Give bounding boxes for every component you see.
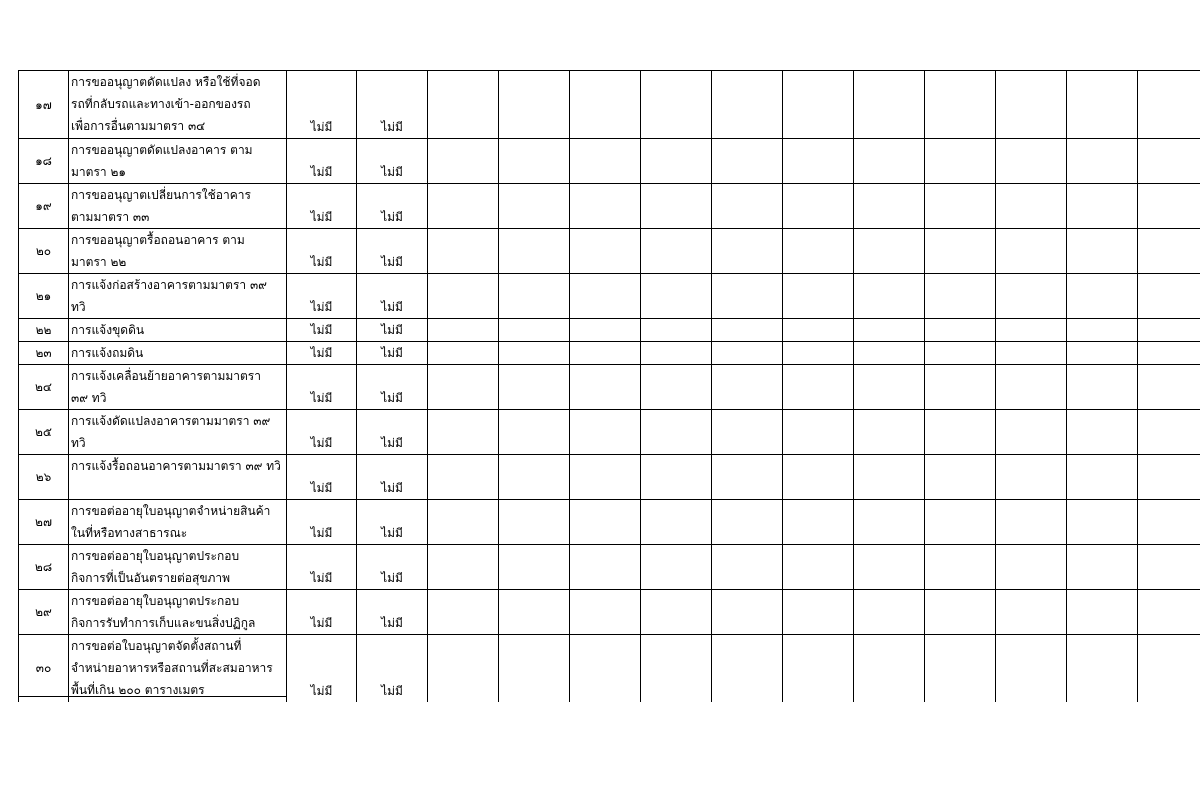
empty-cell [499,139,570,184]
empty-cell [712,635,783,702]
empty-cell [783,229,854,274]
empty-cell [641,342,712,365]
service-description: การแจ้งเคลื่อนย้ายอาคารตามมาตรา ๓๙ ทวิ [69,365,287,410]
empty-cell [1067,139,1138,184]
empty-cell [854,455,925,500]
empty-cell [925,342,996,365]
empty-cell [428,500,499,545]
empty-cell [428,139,499,184]
empty-cell [641,184,712,229]
empty-cell [783,342,854,365]
empty-cell [1138,342,1200,365]
value-cell-1: ไม่มี [287,590,357,635]
empty-cell [499,590,570,635]
service-description: การขออนุญาตดัดแปลง หรือใช้ที่จอด รถที่กลับรถและทางเข้า-ออกของรถ เพื่อการอื่นตามมาตรา ๓๔ [69,71,287,139]
empty-cell [925,635,996,702]
empty-cell [783,500,854,545]
value-cell-2: ไม่มี [357,590,428,635]
empty-cell [996,500,1067,545]
empty-cell [570,545,641,590]
value-cell-1: ไม่มี [287,410,357,455]
service-description: การแจ้งดัดแปลงอาคารตามมาตรา ๓๙ ทวิ [69,410,287,455]
empty-cell [570,229,641,274]
empty-cell [641,139,712,184]
row-number: ๒๐ [19,229,69,274]
empty-cell [996,455,1067,500]
empty-cell [712,139,783,184]
empty-cell [712,500,783,545]
value-cell-1: ไม่มี [287,500,357,545]
row-number: ๑๘ [19,139,69,184]
value-cell-1: ไม่มี [287,274,357,319]
empty-cell [712,410,783,455]
empty-cell [996,545,1067,590]
empty-cell [1067,229,1138,274]
empty-cell [499,500,570,545]
service-description: การขอต่ออายุใบอนุญาตประกอบ กิจการที่เป็นอันตรายต่อสุขภาพ [69,545,287,590]
empty-cell [499,184,570,229]
empty-cell [1138,410,1200,455]
service-description: การขออนุญาตรื้อถอนอาคาร ตาม มาตรา ๒๒ [69,229,287,274]
empty-cell [712,545,783,590]
service-description: การแจ้งขุดดิน [69,319,287,342]
table-row [19,229,1200,274]
empty-cell [428,410,499,455]
empty-cell [1067,590,1138,635]
value-cell-2: ไม่มี [357,139,428,184]
empty-cell [712,274,783,319]
empty-cell [854,590,925,635]
table-body [19,71,1200,702]
empty-cell [1138,139,1200,184]
empty-cell [499,365,570,410]
empty-cell [854,139,925,184]
empty-cell [641,365,712,410]
empty-cell [925,274,996,319]
value-cell-1: ไม่มี [287,635,357,702]
value-cell-2: ไม่มี [357,545,428,590]
empty-cell [1138,71,1200,139]
empty-cell [428,342,499,365]
empty-cell [854,274,925,319]
empty-cell [854,342,925,365]
row-number: ๒๑ [19,274,69,319]
empty-cell [783,319,854,342]
service-description: การขออนุญาตดัดแปลงอาคาร ตาม มาตรา ๒๑ [69,139,287,184]
value-cell-1: ไม่มี [287,365,357,410]
empty-cell [428,455,499,500]
empty-cell [499,342,570,365]
empty-cell [854,71,925,139]
empty-cell [783,274,854,319]
empty-cell [428,319,499,342]
empty-cell [783,184,854,229]
table-row [19,545,1200,590]
empty-cell [1067,274,1138,319]
empty-cell [996,71,1067,139]
empty-cell [570,274,641,319]
empty-cell [428,590,499,635]
table-row [19,410,1200,455]
empty-cell [570,319,641,342]
empty-cell [499,545,570,590]
empty-cell [1067,319,1138,342]
empty-cell [712,342,783,365]
table-row [19,635,1200,702]
empty-cell [996,184,1067,229]
table-row [19,455,1200,500]
empty-cell [499,71,570,139]
empty-cell [570,71,641,139]
empty-cell [712,590,783,635]
empty-cell [499,455,570,500]
empty-cell [1138,500,1200,545]
value-cell-2: ไม่มี [357,410,428,455]
empty-cell [641,410,712,455]
service-description: การแจ้งก่อสร้างอาคารตามมาตรา ๓๙ ทวิ [69,274,287,319]
table-row [19,274,1200,319]
empty-cell [712,455,783,500]
empty-cell [996,274,1067,319]
value-cell-2: ไม่มี [357,274,428,319]
service-description: การแจ้งถมดิน [69,342,287,365]
empty-cell [1138,455,1200,500]
empty-cell [1067,635,1138,702]
empty-cell [428,274,499,319]
empty-cell [925,590,996,635]
value-cell-2: ไม่มี [357,342,428,365]
empty-cell [1138,184,1200,229]
empty-cell [428,545,499,590]
empty-cell [996,139,1067,184]
empty-cell [1067,365,1138,410]
empty-cell [925,184,996,229]
value-cell-1: ไม่มี [287,229,357,274]
empty-cell [1138,635,1200,702]
service-description: การแจ้งรื้อถอนอาคารตามมาตรา ๓๙ ทวิ [69,455,287,500]
empty-cell [854,229,925,274]
empty-cell [783,410,854,455]
empty-cell [1138,229,1200,274]
table-row [19,319,1200,342]
empty-cell [996,365,1067,410]
empty-cell [996,342,1067,365]
empty-cell [925,139,996,184]
value-cell-1: ไม่มี [287,139,357,184]
empty-cell [570,410,641,455]
empty-cell [499,229,570,274]
empty-cell [641,229,712,274]
bottom-border-line [18,696,286,697]
empty-cell [996,590,1067,635]
empty-cell [1067,410,1138,455]
table-row [19,365,1200,410]
empty-cell [428,365,499,410]
empty-cell [996,229,1067,274]
empty-cell [1138,590,1200,635]
empty-cell [712,365,783,410]
empty-cell [712,229,783,274]
empty-cell [783,545,854,590]
value-cell-2: ไม่มี [357,319,428,342]
value-cell-2: ไม่มี [357,455,428,500]
value-cell-2: ไม่มี [357,500,428,545]
empty-cell [1067,184,1138,229]
empty-cell [925,319,996,342]
empty-cell [428,71,499,139]
value-cell-2: ไม่มี [357,71,428,139]
value-cell-2: ไม่มี [357,635,428,702]
empty-cell [854,500,925,545]
empty-cell [925,500,996,545]
empty-cell [499,319,570,342]
empty-cell [925,455,996,500]
empty-cell [570,365,641,410]
table-row [19,500,1200,545]
value-cell-2: ไม่มี [357,365,428,410]
table-row [19,71,1200,139]
empty-cell [428,635,499,702]
empty-cell [641,590,712,635]
empty-cell [854,635,925,702]
services-table [18,70,1200,702]
empty-cell [783,139,854,184]
value-cell-1: ไม่มี [287,545,357,590]
empty-cell [1067,455,1138,500]
table-row [19,184,1200,229]
empty-cell [641,319,712,342]
empty-cell [1067,545,1138,590]
empty-cell [925,71,996,139]
value-cell-2: ไม่มี [357,229,428,274]
empty-cell [428,229,499,274]
empty-cell [641,455,712,500]
row-number: ๒๔ [19,365,69,410]
empty-cell [499,635,570,702]
value-cell-2: ไม่มี [357,184,428,229]
empty-cell [996,635,1067,702]
empty-cell [570,342,641,365]
row-number: ๒๙ [19,590,69,635]
empty-cell [783,455,854,500]
empty-cell [854,319,925,342]
row-number: ๑๗ [19,71,69,139]
empty-cell [1067,71,1138,139]
empty-cell [570,635,641,702]
value-cell-1: ไม่มี [287,71,357,139]
service-description: การขอต่ออายุใบอนุญาตจำหน่ายสินค้า ในที่หรือทางสาธารณะ [69,500,287,545]
row-number: ๒๗ [19,500,69,545]
empty-cell [712,71,783,139]
empty-cell [854,545,925,590]
empty-cell [1067,500,1138,545]
empty-cell [712,184,783,229]
empty-cell [996,319,1067,342]
table-row [19,342,1200,365]
empty-cell [1138,319,1200,342]
empty-cell [854,184,925,229]
row-number: ๒๒ [19,319,69,342]
row-number: ๒๕ [19,410,69,455]
empty-cell [641,500,712,545]
service-description: การขอต่ออายุใบอนุญาตประกอบ กิจการรับทำการเก็บและขนสิ่งปฏิกูล [69,590,287,635]
empty-cell [783,635,854,702]
empty-cell [570,455,641,500]
empty-cell [570,500,641,545]
empty-cell [641,635,712,702]
value-cell-1: ไม่มี [287,319,357,342]
empty-cell [641,545,712,590]
value-cell-1: ไม่มี [287,455,357,500]
empty-cell [1138,545,1200,590]
service-description: การขออนุญาตเปลี่ยนการใช้อาคาร ตามมาตรา ๓๓ [69,184,287,229]
empty-cell [1067,342,1138,365]
empty-cell [783,365,854,410]
table-row [19,590,1200,635]
value-cell-1: ไม่มี [287,184,357,229]
empty-cell [854,410,925,455]
empty-cell [1138,274,1200,319]
empty-cell [641,71,712,139]
service-description: การขอต่อใบอนุญาตจัดตั้งสถานที่ จำหน่ายอาหารหรือสถานที่สะสมอาหาร พื้นที่เกิน ๒๐๐ ตารางเมตร [69,635,287,702]
empty-cell [570,590,641,635]
empty-cell [783,71,854,139]
row-number: ๒๘ [19,545,69,590]
empty-cell [499,410,570,455]
row-number: ๓๐ [19,635,69,702]
value-cell-1: ไม่มี [287,342,357,365]
empty-cell [854,365,925,410]
empty-cell [925,545,996,590]
row-number: ๒๖ [19,455,69,500]
empty-cell [641,274,712,319]
empty-cell [925,365,996,410]
empty-cell [499,274,570,319]
empty-cell [570,184,641,229]
empty-cell [1138,365,1200,410]
empty-cell [925,229,996,274]
empty-cell [996,410,1067,455]
row-number: ๑๙ [19,184,69,229]
row-number: ๒๓ [19,342,69,365]
empty-cell [570,139,641,184]
empty-cell [783,590,854,635]
empty-cell [712,319,783,342]
table-row [19,139,1200,184]
empty-cell [925,410,996,455]
empty-cell [428,184,499,229]
